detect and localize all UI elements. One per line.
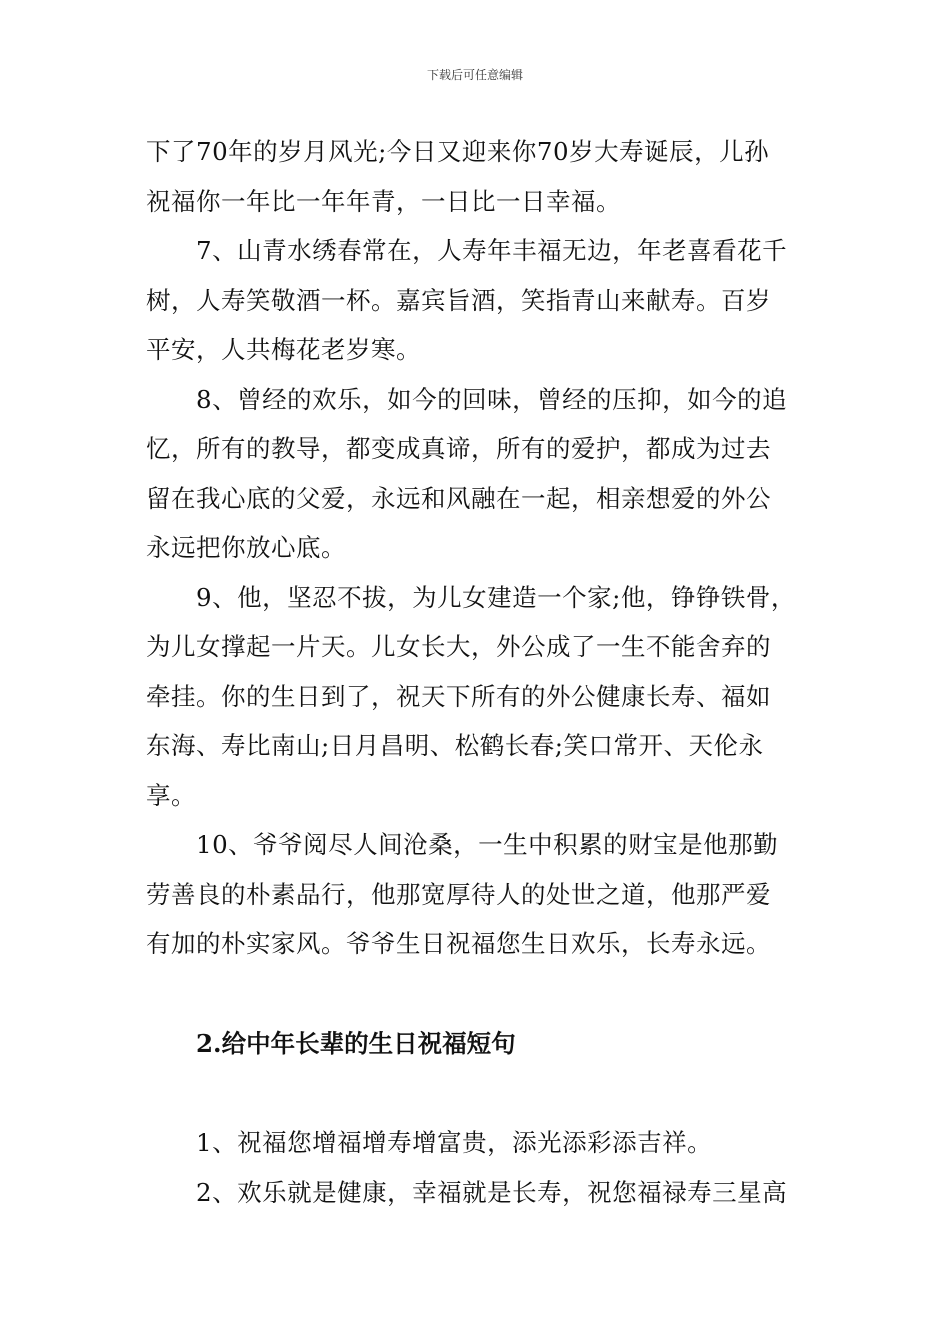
text-line: 树，人寿笑敬酒一杯。嘉宾旨酒，笑指青山来献寿。百岁 — [146, 285, 771, 315]
section-item-2 — [146, 1168, 806, 1218]
section-heading: 2.给中年长辈的生日祝福短句 — [196, 1028, 516, 1058]
paragraph-item-7 — [146, 226, 806, 375]
section-spacer — [146, 1068, 806, 1118]
section-spacer — [146, 969, 806, 1019]
document-body — [146, 127, 806, 1217]
paragraph-continuation — [146, 127, 806, 226]
text-line: 7、山青水绣春常在，人寿年丰福无边，年老喜看花千 — [196, 236, 788, 265]
header-note: 下载后可任意编辑 — [426, 68, 523, 82]
text-line: 劳善良的朴素品行，他那宽厚待人的处世之道，他那严爱 — [146, 879, 771, 909]
paragraph-item-10 — [146, 820, 806, 969]
text-line: 祝福你一年比一年年青，一日比一日幸福。 — [146, 186, 621, 216]
text-line: 1、祝福您增福增寿增富贵，添光添彩添吉祥。 — [196, 1128, 713, 1157]
paragraph-item-9 — [146, 573, 806, 821]
text-line: 东海、寿比南山;日月昌明、松鹤长春;笑口常开、天伦永 — [146, 731, 764, 760]
text-line: 8、曾经的欢乐，如今的回味，曾经的压抑，如今的追 — [196, 384, 788, 414]
text-line: 有加的朴实家风。爷爷生日祝福您生日欢乐，长寿永远。 — [146, 929, 771, 958]
text-line: 忆，所有的教导，都变成真谛，所有的爱护，都成为过去 — [146, 434, 771, 463]
text-line: 10、爷爷阅尽人间沧桑，一生中积累的财宝是他那勤 — [196, 830, 779, 859]
text-line: 9、他，坚忍不拔，为儿女建造一个家;他，铮铮铁骨， — [196, 582, 796, 612]
text-line: 为儿女撑起一片天。儿女长大，外公成了一生不能舍弃的 — [146, 632, 771, 661]
text-line: 永远把你放心底。 — [146, 533, 346, 562]
text-line: 2、欢乐就是健康，幸福就是长寿，祝您福禄寿三星高 — [196, 1177, 788, 1207]
text-line: 留在我心底的父爱，永远和风融在一起，相亲想爱的外公 — [146, 483, 771, 513]
paragraph-item-8 — [146, 375, 806, 573]
text-line: 平安，人共梅花老岁寒。 — [146, 335, 421, 364]
section-item-1 — [146, 1118, 806, 1168]
text-line: 牵挂。你的生日到了，祝天下所有的外公健康长寿、福如 — [146, 681, 771, 711]
text-line: 享。 — [146, 780, 196, 810]
text-line: 下了70年的岁月风光;今日又迎来你70岁大寿诞辰，儿孙 — [146, 137, 770, 166]
